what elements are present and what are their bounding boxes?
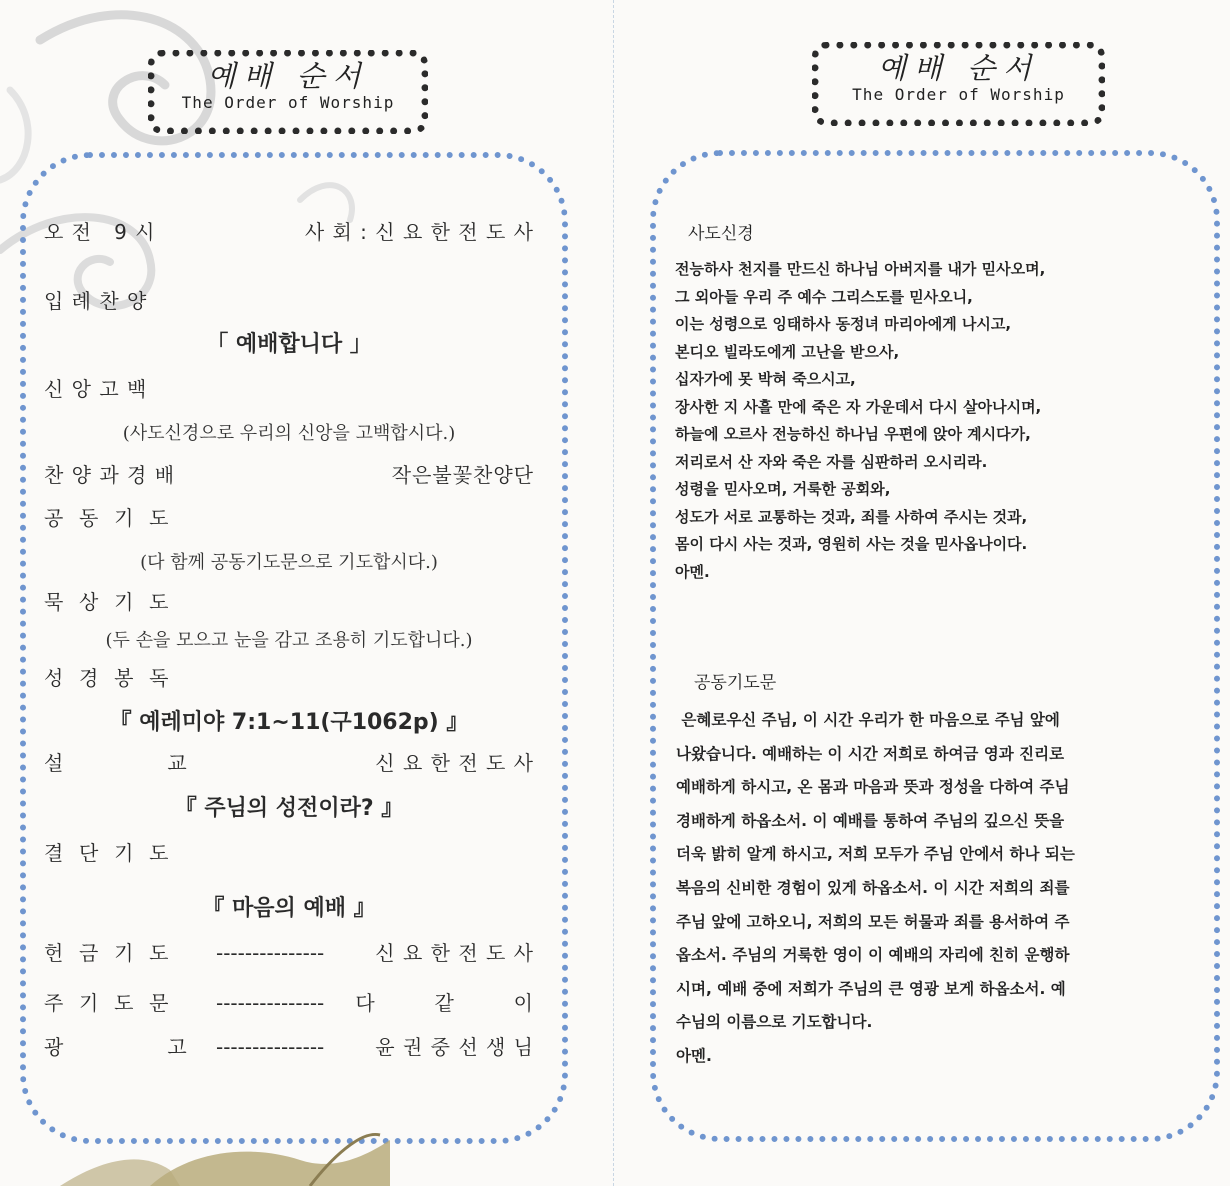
creed-line: 하늘에 오르사 전능하신 하나님 우편에 앉아 계시다가, xyxy=(675,425,1031,443)
leader-dashes: --------------- xyxy=(216,941,325,965)
sermon-or-hymn-title: 『 주님의 성전이라? 』 xyxy=(174,796,404,821)
order-item xyxy=(44,986,534,1020)
creed-line: 저리로서 산 자와 죽은 자를 심판하러 오시리라. xyxy=(675,452,988,471)
order-item xyxy=(44,661,534,695)
order-item-label: 헌 금 기 도 xyxy=(44,941,170,965)
item-note: (두 손을 모으고 눈을 감고 조용히 기도합니다.) xyxy=(105,630,473,651)
presider: 사 회 : 신 요 한 전 도 사 xyxy=(304,220,534,244)
creed-line: 성령을 믿사오며, 거룩한 공회와, xyxy=(675,480,891,498)
order-item-person: 신 요 한 전 도 사 xyxy=(375,751,534,775)
order-item xyxy=(44,458,534,492)
order-item-label: 입 례 찬 양 xyxy=(44,289,148,313)
decorative-brush xyxy=(60,1130,390,1186)
order-item-label: 주 기 도 문 xyxy=(44,991,170,1015)
order-item-label: 찬 양 과 경 배 xyxy=(44,463,176,487)
sermon-or-hymn-title: 「 예배합니다 」 xyxy=(206,332,372,357)
creed-line: 그 외아들 우리 주 예수 그리스도를 믿사오니, xyxy=(675,287,973,306)
order-item-label: 신 앙 고 백 xyxy=(44,377,148,401)
order-item-label: 성 경 봉 독 xyxy=(44,666,170,690)
order-item xyxy=(44,585,534,619)
creed-line: 장사한 지 사흘 만에 죽은 자 가운데서 다시 살아나시며, xyxy=(675,397,1042,416)
leader-dashes: --------------- xyxy=(216,1035,325,1059)
creed-title: 사도신경 xyxy=(688,224,754,244)
item-note: (다 함께 공동기도문으로 기도합시다.) xyxy=(140,552,438,573)
leader-dashes: --------------- xyxy=(216,991,325,1015)
prayer-title: 공동기도문 xyxy=(694,673,777,693)
right-title-english: The Order of Worship xyxy=(852,85,1065,104)
prayer-line: 옵소서. 주님의 거룩한 영이 이 예배의 자리에 친히 운행하 xyxy=(676,946,1070,965)
left-title-korean: 예배 순서 xyxy=(207,59,369,93)
prayer-line: 아멘. xyxy=(676,1046,712,1065)
creed-line: 아멘. xyxy=(675,562,710,581)
prayer-line: 더욱 밝히 알게 하시고, 저희 모두가 주님 안에서 하나 되는 xyxy=(676,845,1075,864)
order-item-person: 신 요 한 전 도 사 xyxy=(375,941,534,965)
prayer-line: 나왔습니다. 예배하는 이 시간 저희로 하여금 영과 진리로 xyxy=(676,744,1065,763)
order-item xyxy=(44,501,534,535)
order-item-person: 다 같 이 xyxy=(355,991,534,1015)
prayer-line: 시며, 예배 중에 저희가 주님의 큰 영광 보게 하옵소서. 예 xyxy=(676,979,1066,998)
page-fold-divider xyxy=(613,0,614,1186)
creed-line: 이는 성령으로 잉태하사 동정녀 마리아에게 나시고, xyxy=(675,315,1012,333)
order-item-person: 작은불꽃찬양단 xyxy=(391,463,534,487)
right-title-korean: 예배 순서 xyxy=(877,51,1040,85)
left-title-english: The Order of Worship xyxy=(181,93,395,112)
common-prayer xyxy=(676,704,1196,1074)
service-time: 오 전 9 시 xyxy=(44,220,156,244)
time-row xyxy=(44,215,534,249)
creed-line: 십자가에 못 박혀 죽으시고, xyxy=(675,370,856,388)
apostles-creed xyxy=(675,256,1195,586)
prayer-line: 예배하게 하시고, 온 몸과 마음과 뜻과 정성을 다하여 주님 xyxy=(676,778,1070,797)
order-item-label: 광 고 xyxy=(44,1035,188,1059)
order-item-label: 묵 상 기 도 xyxy=(44,590,170,614)
order-item xyxy=(44,284,534,318)
right-title-box xyxy=(812,42,1105,126)
creed-line: 몸이 다시 사는 것과, 영원히 사는 것을 믿사옵나이다. xyxy=(675,535,1028,553)
order-item-label: 결 단 기 도 xyxy=(44,841,170,865)
order-item xyxy=(44,746,534,780)
left-title-box xyxy=(148,50,428,134)
creed-line: 본디오 빌라도에게 고난을 받으사, xyxy=(675,342,900,361)
creed-line: 성도가 서로 교통하는 것과, 죄를 사하여 주시는 것과, xyxy=(675,507,1028,526)
prayer-line: 수님의 이름으로 기도합니다. xyxy=(676,1013,873,1032)
item-note: (사도신경으로 우리의 신앙을 고백합시다.) xyxy=(122,423,456,444)
order-item xyxy=(44,836,534,870)
prayer-line: 경배하게 하옵소서. 이 예배를 통하여 주님의 깊으신 뜻을 xyxy=(676,811,1065,830)
prayer-line: 은혜로우신 주님, 이 시간 우리가 한 마음으로 주님 앞에 xyxy=(676,711,1060,729)
creed-line: 전능하사 천지를 만드신 하나님 아버지를 내가 믿사오며, xyxy=(675,260,1046,278)
order-item-label: 설 교 xyxy=(44,751,188,775)
sermon-or-hymn-title: 『 마음의 예배 』 xyxy=(202,896,376,921)
order-item-label: 공 동 기 도 xyxy=(44,506,170,530)
sermon-or-hymn-title: 『 예레미야 7:1~11(구1062p) 』 xyxy=(109,710,469,735)
prayer-line: 복음의 신비한 경험이 있게 하옵소서. 이 시간 저희의 죄를 xyxy=(676,878,1070,897)
order-item xyxy=(44,1030,534,1064)
order-item xyxy=(44,936,534,970)
order-item xyxy=(44,372,534,406)
prayer-line: 주님 앞에 고하오니, 저희의 모든 허물과 죄를 용서하여 주 xyxy=(676,912,1070,931)
order-item-person: 윤 권 중 선 생 님 xyxy=(375,1035,534,1059)
